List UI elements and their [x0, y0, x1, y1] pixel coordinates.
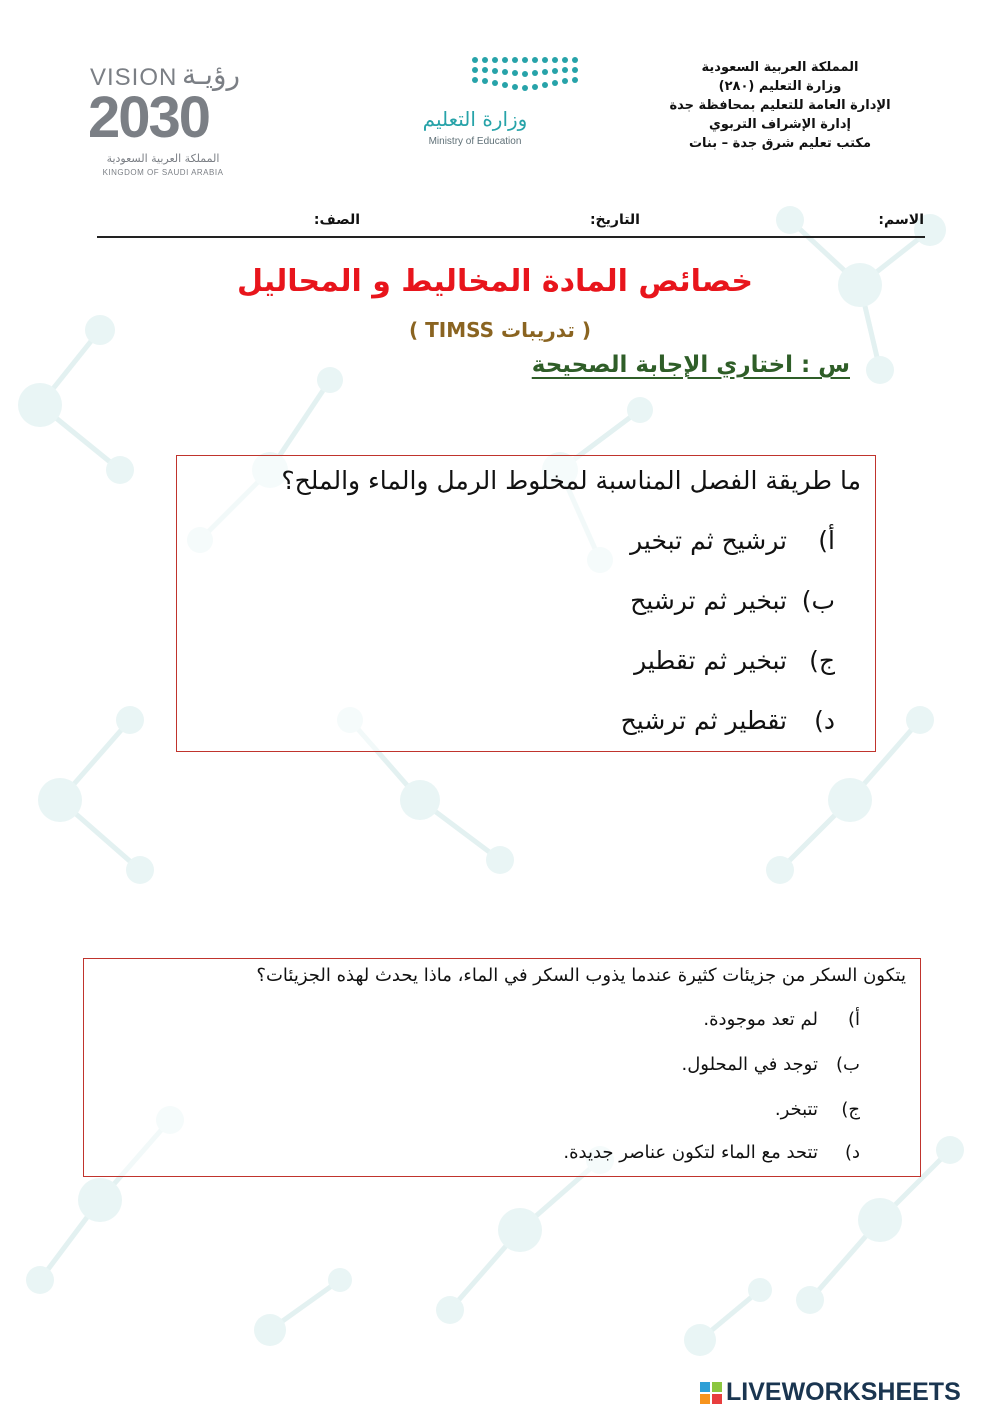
question-2-option-a[interactable] [703, 1009, 860, 1030]
question-1-option-d[interactable] [621, 706, 835, 735]
question-1-option-a[interactable] [630, 526, 835, 555]
question-2-box [83, 958, 921, 1177]
class-field-label: الصف: [313, 212, 360, 228]
question-2-option-d[interactable] [563, 1142, 860, 1163]
ministry-logo [405, 52, 595, 152]
liveworksheets-text: LIVEWORKSHEETS [726, 1378, 961, 1406]
header-line: إدارة الإشراف التربوي [708, 117, 852, 132]
option-label: ب) [801, 586, 835, 615]
instruction-heading: س : اختاري الإجابة الصحيحة [531, 352, 850, 378]
name-field-label: الاسم: [878, 212, 924, 228]
question-2-option-c[interactable] [775, 1099, 860, 1120]
option-text: تتحد مع الماء لتكون عناصر جديدة. [563, 1142, 818, 1163]
option-text: تتبخر. [774, 1099, 818, 1120]
option-label: ج) [841, 1099, 860, 1120]
header-line: مكتب تعليم شرق جدة – بنات [688, 136, 871, 151]
option-text: تقطير ثم ترشيح [620, 706, 787, 735]
option-label: د) [814, 706, 835, 735]
header-institution [630, 58, 930, 153]
vision-2030-logo [82, 60, 242, 180]
question-1-box [176, 455, 876, 752]
header-line: وزارة التعليم (٢٨٠) [718, 79, 842, 94]
option-label: ب) [836, 1054, 860, 1075]
vision-country-ar: المملكة العربية السعودية [106, 152, 220, 165]
option-label: أ) [847, 1009, 860, 1030]
date-field-label: التاريخ: [589, 212, 640, 228]
option-text: لم تعد موجودة. [703, 1009, 818, 1030]
ministry-name-en: Ministry of Education [428, 136, 522, 147]
header-line: المملكة العربية السعودية [701, 60, 859, 75]
question-2-text: يتكون السكر من جزيئات كثيرة عندما يذوب السكر في الماء، ماذا يحدث لهذه الجزيئات؟ [256, 965, 906, 986]
header-line: الإدارة العامة للتعليم بمحافظة جدة [669, 98, 891, 113]
option-label: د) [844, 1142, 860, 1163]
option-text: تبخير ثم ترشيح [630, 586, 787, 615]
page-subtitle: ( تدريبات TIMSS ) [409, 318, 591, 342]
question-1-option-b[interactable] [630, 586, 835, 615]
option-text: توجد في المحلول. [681, 1054, 818, 1075]
ministry-dots-icon [405, 52, 595, 102]
header-divider [97, 236, 925, 238]
question-2-option-b[interactable] [681, 1054, 860, 1075]
page-title: خصائص المادة المخاليط و المحاليل [236, 264, 754, 299]
liveworksheets-icon [700, 1382, 722, 1404]
option-text: تبخير ثم تقطير [634, 646, 787, 675]
vision-year: 2030 [88, 85, 210, 150]
question-1-option-c[interactable] [634, 646, 835, 675]
vision-country-en: KINGDOM OF SAUDI ARABIA [102, 168, 224, 177]
option-label: أ) [818, 526, 835, 555]
vision-word: VISION [90, 64, 178, 91]
option-text: ترشيح ثم تبخير [630, 526, 787, 555]
ministry-name-ar: وزارة التعليم [422, 107, 528, 131]
option-label: ج) [809, 646, 835, 675]
vision-word-ar: رؤيـة [182, 58, 241, 91]
question-1-text: ما طريقة الفصل المناسبة لمخلوط الرمل والماء والملح؟ [281, 466, 861, 495]
